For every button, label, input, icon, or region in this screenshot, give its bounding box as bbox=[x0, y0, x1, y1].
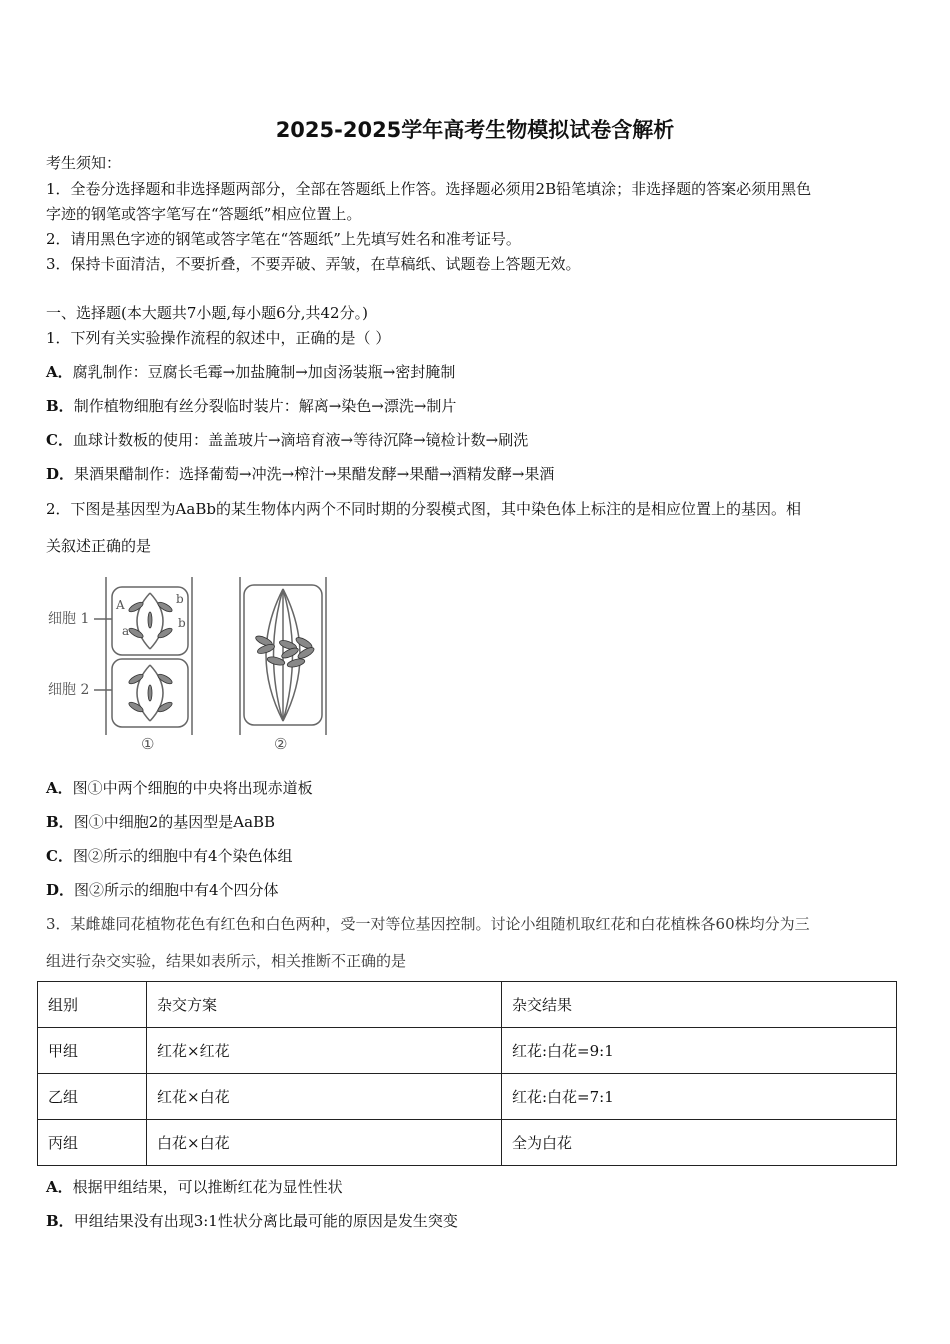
table-cell: 红花:白花=9:1 bbox=[502, 1028, 897, 1074]
table-row bbox=[38, 1120, 897, 1166]
option-label: B． bbox=[46, 397, 74, 415]
cross-results-table bbox=[37, 981, 897, 1166]
option-label: D． bbox=[46, 881, 75, 899]
table-row bbox=[38, 1074, 897, 1120]
figure-2-label: ② bbox=[274, 735, 288, 753]
option-label: A． bbox=[46, 779, 73, 797]
notice-line: 2．请用黑色字迹的钢笔或答字笔在“答题纸”上先填写姓名和准考证号。 bbox=[46, 230, 521, 248]
option-text: 腐乳制作：豆腐长毛霉→加盐腌制→加卤汤装瓶→密封腌制 bbox=[72, 363, 456, 381]
gene-label-b: b bbox=[176, 592, 184, 606]
q3-option-b[interactable] bbox=[46, 1210, 458, 1231]
option-label: C． bbox=[46, 431, 73, 449]
cell-division-figure bbox=[44, 575, 334, 759]
table-cell: 甲组 bbox=[38, 1028, 147, 1074]
q2-option-a[interactable] bbox=[46, 777, 313, 798]
table-cell: 白花×白花 bbox=[147, 1120, 502, 1166]
gene-label-A: A bbox=[116, 598, 125, 612]
gene-label-a: a bbox=[122, 624, 130, 638]
cell-1-label: 细胞 1 bbox=[48, 611, 90, 627]
notice-line: 字迹的钢笔或答字笔写在“答题纸”相应位置上。 bbox=[46, 205, 362, 223]
option-text: 根据甲组结果，可以推断红花为显性性状 bbox=[72, 1178, 343, 1196]
option-label: B． bbox=[46, 813, 74, 831]
question-3-stem: 3．某雌雄同花植物花色有红色和白色两种，受一对等位基因控制。讨论小组随机取红花和白花植株各60株均分为三 bbox=[46, 915, 810, 933]
cell-2-label: 细胞 2 bbox=[48, 682, 90, 698]
q1-option-b[interactable] bbox=[46, 395, 456, 416]
table-header-cell: 杂交方案 bbox=[147, 982, 502, 1028]
q3-option-a[interactable] bbox=[46, 1176, 343, 1197]
table-header-row bbox=[38, 982, 897, 1028]
question-3-stem-cont: 组进行杂交实验，结果如表所示，相关推断不正确的是 bbox=[46, 952, 407, 970]
table-header-cell: 杂交结果 bbox=[502, 982, 897, 1028]
notice-line: 3．保持卡面清洁，不要折叠，不要弄破、弄皱，在草稿纸、试题卷上答题无效。 bbox=[46, 255, 581, 273]
q2-option-d[interactable] bbox=[46, 879, 279, 900]
option-text: 图①中两个细胞的中央将出现赤道板 bbox=[72, 779, 313, 797]
question-1-stem: 1．下列有关实验操作流程的叙述中，正确的是（ ） bbox=[46, 329, 391, 347]
table-cell: 全为白花 bbox=[502, 1120, 897, 1166]
gene-label-b: b bbox=[178, 616, 186, 630]
question-2-stem-cont: 关叙述正确的是 bbox=[46, 537, 152, 555]
option-text: 图①中细胞2的基因型是AaBB bbox=[73, 813, 276, 831]
option-text: 制作植物细胞有丝分裂临时装片：解离→染色→漂洗→制片 bbox=[73, 397, 457, 415]
notice-line: 1．全卷分选择题和非选择题两部分，全部在答题纸上作答。选择题必须用2B铅笔填涂；非选择题的答案必须用黑色 bbox=[46, 180, 812, 198]
table-cell: 红花×白花 bbox=[147, 1074, 502, 1120]
option-text: 血球计数板的使用：盖盖玻片→滴培育液→等待沉降→镜检计数→刷洗 bbox=[72, 431, 529, 449]
option-text: 甲组结果没有出现3:1性状分离比最可能的原因是发生突变 bbox=[73, 1212, 458, 1230]
table-cell: 红花×红花 bbox=[147, 1028, 502, 1074]
option-text: 图②所示的细胞中有4个染色体组 bbox=[72, 847, 293, 865]
figure-1-label: ① bbox=[141, 735, 155, 753]
q1-option-c[interactable] bbox=[46, 429, 528, 450]
page-title: 2025-2025学年高考生物模拟试卷含解析 bbox=[275, 118, 675, 142]
option-label: D． bbox=[46, 465, 75, 483]
table-cell: 乙组 bbox=[38, 1074, 147, 1120]
table-cell: 丙组 bbox=[38, 1120, 147, 1166]
option-label: A． bbox=[46, 1178, 73, 1196]
section-heading: 一、选择题(本大题共7小题,每小题6分,共42分。) bbox=[46, 304, 368, 322]
q1-option-a[interactable] bbox=[46, 361, 455, 382]
q2-option-c[interactable] bbox=[46, 845, 293, 866]
cell-division-diagram bbox=[44, 575, 334, 755]
q2-option-b[interactable] bbox=[46, 811, 275, 832]
table-cell: 红花:白花=7:1 bbox=[502, 1074, 897, 1120]
question-2-stem: 2．下图是基因型为AaBb的某生物体内两个不同时期的分裂模式图，其中染色体上标注的是相应位置上的基因。相 bbox=[46, 500, 801, 518]
option-text: 果酒果醋制作：选择葡萄→冲洗→榨汁→果醋发酵→果醋→酒精发酵→果酒 bbox=[74, 465, 555, 483]
option-text: 图②所示的细胞中有4个四分体 bbox=[74, 881, 279, 899]
option-label: C． bbox=[46, 847, 73, 865]
table-row bbox=[38, 1028, 897, 1074]
q1-option-d[interactable] bbox=[46, 463, 554, 484]
notice-heading: 考生须知： bbox=[46, 154, 122, 172]
option-label: A． bbox=[46, 363, 73, 381]
table-header-cell: 组别 bbox=[38, 982, 147, 1028]
option-label: B． bbox=[46, 1212, 74, 1230]
